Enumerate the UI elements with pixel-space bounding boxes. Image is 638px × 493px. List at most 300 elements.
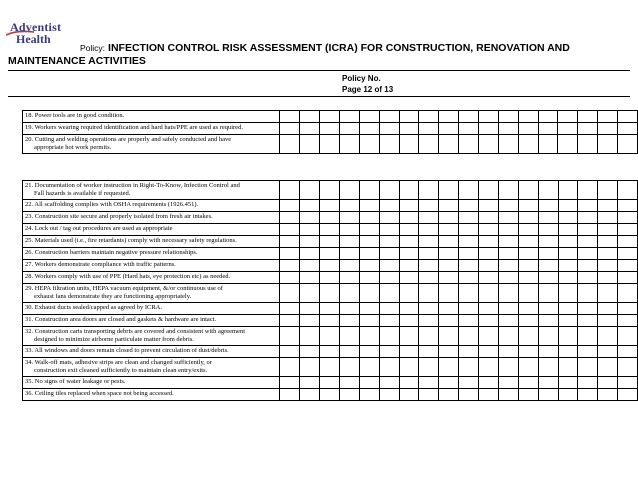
checklist-cell[interactable] <box>379 389 399 401</box>
checklist-cell[interactable] <box>538 303 558 315</box>
checklist-cell[interactable] <box>419 212 439 224</box>
checklist-cell[interactable] <box>419 284 439 303</box>
checklist-cell[interactable] <box>618 200 638 212</box>
checklist-cell[interactable] <box>618 346 638 358</box>
checklist-cell[interactable] <box>479 135 499 154</box>
checklist-cell[interactable] <box>300 327 320 346</box>
checklist-cell[interactable] <box>320 135 340 154</box>
checklist-cell[interactable] <box>300 284 320 303</box>
checklist-cell[interactable] <box>538 315 558 327</box>
checklist-cell[interactable] <box>340 260 360 272</box>
checklist-cell[interactable] <box>439 284 459 303</box>
checklist-cell[interactable] <box>538 181 558 200</box>
checklist-cell[interactable] <box>439 135 459 154</box>
checklist-cell[interactable] <box>518 135 538 154</box>
checklist-cell[interactable] <box>419 346 439 358</box>
checklist-cell[interactable] <box>359 389 379 401</box>
checklist-cell[interactable] <box>399 346 419 358</box>
checklist-cell[interactable] <box>419 135 439 154</box>
checklist-cell[interactable] <box>459 224 479 236</box>
checklist-cell[interactable] <box>399 315 419 327</box>
checklist-cell[interactable] <box>320 248 340 260</box>
checklist-cell[interactable] <box>558 389 578 401</box>
checklist-cell[interactable] <box>578 303 598 315</box>
checklist-cell[interactable] <box>459 315 479 327</box>
checklist-cell[interactable] <box>340 236 360 248</box>
checklist-cell[interactable] <box>439 123 459 135</box>
checklist-cell[interactable] <box>578 260 598 272</box>
checklist-cell[interactable] <box>578 346 598 358</box>
checklist-cell[interactable] <box>558 236 578 248</box>
checklist-cell[interactable] <box>419 315 439 327</box>
checklist-cell[interactable] <box>558 135 578 154</box>
checklist-cell[interactable] <box>280 272 300 284</box>
checklist-cell[interactable] <box>419 224 439 236</box>
checklist-cell[interactable] <box>538 389 558 401</box>
checklist-cell[interactable] <box>340 346 360 358</box>
checklist-cell[interactable] <box>598 236 618 248</box>
checklist-cell[interactable] <box>479 284 499 303</box>
checklist-cell[interactable] <box>518 315 538 327</box>
checklist-cell[interactable] <box>340 200 360 212</box>
checklist-cell[interactable] <box>498 389 518 401</box>
checklist-cell[interactable] <box>399 377 419 389</box>
checklist-cell[interactable] <box>518 327 538 346</box>
checklist-cell[interactable] <box>359 111 379 123</box>
checklist-cell[interactable] <box>578 236 598 248</box>
checklist-cell[interactable] <box>498 224 518 236</box>
checklist-cell[interactable] <box>479 389 499 401</box>
checklist-cell[interactable] <box>280 200 300 212</box>
checklist-cell[interactable] <box>558 111 578 123</box>
checklist-cell[interactable] <box>399 224 419 236</box>
checklist-cell[interactable] <box>518 272 538 284</box>
checklist-cell[interactable] <box>439 236 459 248</box>
checklist-cell[interactable] <box>320 346 340 358</box>
checklist-cell[interactable] <box>598 248 618 260</box>
checklist-cell[interactable] <box>459 236 479 248</box>
checklist-cell[interactable] <box>598 111 618 123</box>
checklist-cell[interactable] <box>359 236 379 248</box>
checklist-cell[interactable] <box>340 377 360 389</box>
checklist-cell[interactable] <box>479 346 499 358</box>
checklist-cell[interactable] <box>419 272 439 284</box>
checklist-cell[interactable] <box>558 181 578 200</box>
checklist-cell[interactable] <box>399 358 419 377</box>
checklist-cell[interactable] <box>419 248 439 260</box>
checklist-cell[interactable] <box>320 212 340 224</box>
checklist-cell[interactable] <box>558 224 578 236</box>
checklist-cell[interactable] <box>359 315 379 327</box>
checklist-cell[interactable] <box>618 377 638 389</box>
checklist-cell[interactable] <box>479 123 499 135</box>
checklist-cell[interactable] <box>419 260 439 272</box>
checklist-cell[interactable] <box>280 248 300 260</box>
checklist-cell[interactable] <box>300 212 320 224</box>
checklist-cell[interactable] <box>538 200 558 212</box>
checklist-cell[interactable] <box>280 260 300 272</box>
checklist-cell[interactable] <box>439 377 459 389</box>
checklist-cell[interactable] <box>598 389 618 401</box>
checklist-cell[interactable] <box>459 111 479 123</box>
checklist-cell[interactable] <box>618 224 638 236</box>
checklist-cell[interactable] <box>578 248 598 260</box>
checklist-cell[interactable] <box>618 358 638 377</box>
checklist-cell[interactable] <box>320 260 340 272</box>
checklist-cell[interactable] <box>558 260 578 272</box>
checklist-cell[interactable] <box>379 272 399 284</box>
checklist-cell[interactable] <box>340 248 360 260</box>
checklist-cell[interactable] <box>379 327 399 346</box>
checklist-cell[interactable] <box>340 135 360 154</box>
checklist-cell[interactable] <box>598 224 618 236</box>
checklist-cell[interactable] <box>359 123 379 135</box>
checklist-cell[interactable] <box>340 181 360 200</box>
checklist-cell[interactable] <box>379 181 399 200</box>
checklist-cell[interactable] <box>280 284 300 303</box>
checklist-cell[interactable] <box>538 377 558 389</box>
checklist-cell[interactable] <box>340 123 360 135</box>
checklist-cell[interactable] <box>340 358 360 377</box>
checklist-cell[interactable] <box>399 200 419 212</box>
checklist-cell[interactable] <box>479 181 499 200</box>
checklist-cell[interactable] <box>399 248 419 260</box>
checklist-cell[interactable] <box>479 111 499 123</box>
checklist-cell[interactable] <box>598 346 618 358</box>
checklist-cell[interactable] <box>459 212 479 224</box>
checklist-cell[interactable] <box>538 135 558 154</box>
checklist-cell[interactable] <box>479 327 499 346</box>
checklist-cell[interactable] <box>518 346 538 358</box>
checklist-cell[interactable] <box>538 260 558 272</box>
checklist-cell[interactable] <box>558 272 578 284</box>
checklist-cell[interactable] <box>300 248 320 260</box>
checklist-cell[interactable] <box>359 303 379 315</box>
checklist-cell[interactable] <box>300 389 320 401</box>
checklist-cell[interactable] <box>399 123 419 135</box>
checklist-cell[interactable] <box>399 327 419 346</box>
checklist-cell[interactable] <box>479 358 499 377</box>
checklist-cell[interactable] <box>320 327 340 346</box>
checklist-cell[interactable] <box>578 212 598 224</box>
checklist-cell[interactable] <box>379 303 399 315</box>
checklist-cell[interactable] <box>379 135 399 154</box>
checklist-cell[interactable] <box>320 236 340 248</box>
checklist-cell[interactable] <box>439 358 459 377</box>
checklist-cell[interactable] <box>618 389 638 401</box>
checklist-cell[interactable] <box>320 123 340 135</box>
checklist-cell[interactable] <box>598 284 618 303</box>
checklist-cell[interactable] <box>479 272 499 284</box>
checklist-cell[interactable] <box>618 248 638 260</box>
checklist-cell[interactable] <box>340 303 360 315</box>
checklist-cell[interactable] <box>459 389 479 401</box>
checklist-cell[interactable] <box>598 123 618 135</box>
checklist-cell[interactable] <box>578 224 598 236</box>
checklist-cell[interactable] <box>300 123 320 135</box>
checklist-cell[interactable] <box>419 111 439 123</box>
checklist-cell[interactable] <box>399 111 419 123</box>
checklist-cell[interactable] <box>498 346 518 358</box>
checklist-cell[interactable] <box>340 389 360 401</box>
checklist-cell[interactable] <box>439 272 459 284</box>
checklist-cell[interactable] <box>399 303 419 315</box>
checklist-cell[interactable] <box>518 358 538 377</box>
checklist-cell[interactable] <box>578 284 598 303</box>
checklist-cell[interactable] <box>439 303 459 315</box>
checklist-cell[interactable] <box>300 260 320 272</box>
checklist-cell[interactable] <box>280 303 300 315</box>
checklist-cell[interactable] <box>479 377 499 389</box>
checklist-cell[interactable] <box>320 200 340 212</box>
checklist-cell[interactable] <box>479 248 499 260</box>
checklist-cell[interactable] <box>498 135 518 154</box>
checklist-cell[interactable] <box>498 315 518 327</box>
checklist-cell[interactable] <box>618 327 638 346</box>
checklist-cell[interactable] <box>340 315 360 327</box>
checklist-cell[interactable] <box>498 358 518 377</box>
checklist-cell[interactable] <box>598 272 618 284</box>
checklist-cell[interactable] <box>359 272 379 284</box>
checklist-cell[interactable] <box>578 358 598 377</box>
checklist-cell[interactable] <box>558 315 578 327</box>
checklist-cell[interactable] <box>300 377 320 389</box>
checklist-cell[interactable] <box>459 200 479 212</box>
checklist-cell[interactable] <box>618 181 638 200</box>
checklist-cell[interactable] <box>578 111 598 123</box>
checklist-cell[interactable] <box>419 303 439 315</box>
checklist-cell[interactable] <box>399 212 419 224</box>
checklist-cell[interactable] <box>359 346 379 358</box>
checklist-cell[interactable] <box>479 260 499 272</box>
checklist-cell[interactable] <box>518 236 538 248</box>
checklist-cell[interactable] <box>538 327 558 346</box>
checklist-cell[interactable] <box>598 212 618 224</box>
checklist-cell[interactable] <box>399 260 419 272</box>
checklist-cell[interactable] <box>618 135 638 154</box>
checklist-cell[interactable] <box>359 358 379 377</box>
checklist-cell[interactable] <box>538 224 558 236</box>
checklist-cell[interactable] <box>359 248 379 260</box>
checklist-cell[interactable] <box>518 284 538 303</box>
checklist-cell[interactable] <box>538 123 558 135</box>
checklist-cell[interactable] <box>479 200 499 212</box>
checklist-cell[interactable] <box>479 303 499 315</box>
checklist-cell[interactable] <box>320 111 340 123</box>
checklist-cell[interactable] <box>439 315 459 327</box>
checklist-cell[interactable] <box>479 315 499 327</box>
checklist-cell[interactable] <box>498 260 518 272</box>
checklist-cell[interactable] <box>359 260 379 272</box>
checklist-cell[interactable] <box>439 346 459 358</box>
checklist-cell[interactable] <box>618 236 638 248</box>
checklist-cell[interactable] <box>419 358 439 377</box>
checklist-cell[interactable] <box>578 181 598 200</box>
checklist-cell[interactable] <box>578 272 598 284</box>
checklist-cell[interactable] <box>280 327 300 346</box>
checklist-cell[interactable] <box>618 284 638 303</box>
checklist-cell[interactable] <box>498 284 518 303</box>
checklist-cell[interactable] <box>280 224 300 236</box>
checklist-cell[interactable] <box>558 303 578 315</box>
checklist-cell[interactable] <box>300 224 320 236</box>
checklist-cell[interactable] <box>359 327 379 346</box>
checklist-cell[interactable] <box>359 224 379 236</box>
checklist-cell[interactable] <box>518 200 538 212</box>
checklist-cell[interactable] <box>518 377 538 389</box>
checklist-cell[interactable] <box>558 327 578 346</box>
checklist-cell[interactable] <box>379 111 399 123</box>
checklist-cell[interactable] <box>538 358 558 377</box>
checklist-cell[interactable] <box>618 123 638 135</box>
checklist-cell[interactable] <box>498 236 518 248</box>
checklist-cell[interactable] <box>280 315 300 327</box>
checklist-cell[interactable] <box>578 377 598 389</box>
checklist-cell[interactable] <box>439 111 459 123</box>
checklist-cell[interactable] <box>300 272 320 284</box>
checklist-cell[interactable] <box>598 315 618 327</box>
checklist-cell[interactable] <box>320 303 340 315</box>
checklist-cell[interactable] <box>379 248 399 260</box>
checklist-cell[interactable] <box>280 212 300 224</box>
checklist-cell[interactable] <box>300 200 320 212</box>
checklist-cell[interactable] <box>379 236 399 248</box>
checklist-cell[interactable] <box>320 224 340 236</box>
checklist-cell[interactable] <box>538 212 558 224</box>
checklist-cell[interactable] <box>459 303 479 315</box>
checklist-cell[interactable] <box>320 272 340 284</box>
checklist-cell[interactable] <box>558 248 578 260</box>
checklist-cell[interactable] <box>578 135 598 154</box>
checklist-cell[interactable] <box>618 212 638 224</box>
checklist-cell[interactable] <box>618 111 638 123</box>
checklist-cell[interactable] <box>518 224 538 236</box>
checklist-cell[interactable] <box>459 181 479 200</box>
checklist-cell[interactable] <box>518 212 538 224</box>
checklist-cell[interactable] <box>459 377 479 389</box>
checklist-cell[interactable] <box>598 181 618 200</box>
checklist-cell[interactable] <box>558 377 578 389</box>
checklist-cell[interactable] <box>419 327 439 346</box>
checklist-cell[interactable] <box>578 200 598 212</box>
checklist-cell[interactable] <box>538 346 558 358</box>
checklist-cell[interactable] <box>379 123 399 135</box>
checklist-cell[interactable] <box>618 260 638 272</box>
checklist-cell[interactable] <box>280 389 300 401</box>
checklist-cell[interactable] <box>359 284 379 303</box>
checklist-cell[interactable] <box>618 272 638 284</box>
checklist-cell[interactable] <box>598 135 618 154</box>
checklist-cell[interactable] <box>280 181 300 200</box>
checklist-cell[interactable] <box>300 135 320 154</box>
checklist-cell[interactable] <box>479 224 499 236</box>
checklist-cell[interactable] <box>618 303 638 315</box>
checklist-cell[interactable] <box>518 303 538 315</box>
checklist-cell[interactable] <box>498 248 518 260</box>
checklist-cell[interactable] <box>359 200 379 212</box>
checklist-cell[interactable] <box>300 303 320 315</box>
checklist-cell[interactable] <box>498 327 518 346</box>
checklist-cell[interactable] <box>518 389 538 401</box>
checklist-cell[interactable] <box>280 236 300 248</box>
checklist-cell[interactable] <box>518 111 538 123</box>
checklist-cell[interactable] <box>498 111 518 123</box>
checklist-cell[interactable] <box>598 377 618 389</box>
checklist-cell[interactable] <box>578 327 598 346</box>
checklist-cell[interactable] <box>538 236 558 248</box>
checklist-cell[interactable] <box>379 200 399 212</box>
checklist-cell[interactable] <box>459 327 479 346</box>
checklist-cell[interactable] <box>459 272 479 284</box>
checklist-cell[interactable] <box>439 224 459 236</box>
checklist-cell[interactable] <box>399 236 419 248</box>
checklist-cell[interactable] <box>598 260 618 272</box>
checklist-cell[interactable] <box>558 358 578 377</box>
checklist-cell[interactable] <box>498 272 518 284</box>
checklist-cell[interactable] <box>598 200 618 212</box>
checklist-cell[interactable] <box>419 389 439 401</box>
checklist-cell[interactable] <box>399 272 419 284</box>
checklist-cell[interactable] <box>518 248 538 260</box>
checklist-cell[interactable] <box>419 123 439 135</box>
checklist-cell[interactable] <box>558 284 578 303</box>
checklist-cell[interactable] <box>300 358 320 377</box>
checklist-cell[interactable] <box>498 181 518 200</box>
checklist-cell[interactable] <box>340 327 360 346</box>
checklist-cell[interactable] <box>340 212 360 224</box>
checklist-cell[interactable] <box>459 358 479 377</box>
checklist-cell[interactable] <box>459 346 479 358</box>
checklist-cell[interactable] <box>538 111 558 123</box>
checklist-cell[interactable] <box>498 200 518 212</box>
checklist-cell[interactable] <box>498 123 518 135</box>
checklist-cell[interactable] <box>538 284 558 303</box>
checklist-cell[interactable] <box>439 200 459 212</box>
checklist-cell[interactable] <box>598 327 618 346</box>
checklist-cell[interactable] <box>300 236 320 248</box>
checklist-cell[interactable] <box>598 358 618 377</box>
checklist-cell[interactable] <box>459 260 479 272</box>
checklist-cell[interactable] <box>439 327 459 346</box>
checklist-cell[interactable] <box>459 123 479 135</box>
checklist-cell[interactable] <box>598 303 618 315</box>
checklist-cell[interactable] <box>379 284 399 303</box>
checklist-cell[interactable] <box>618 315 638 327</box>
checklist-cell[interactable] <box>340 224 360 236</box>
checklist-cell[interactable] <box>320 181 340 200</box>
checklist-cell[interactable] <box>518 181 538 200</box>
checklist-cell[interactable] <box>379 358 399 377</box>
checklist-cell[interactable] <box>479 212 499 224</box>
checklist-cell[interactable] <box>419 377 439 389</box>
checklist-cell[interactable] <box>399 389 419 401</box>
checklist-cell[interactable] <box>439 181 459 200</box>
checklist-cell[interactable] <box>320 284 340 303</box>
checklist-cell[interactable] <box>498 377 518 389</box>
checklist-cell[interactable] <box>419 200 439 212</box>
checklist-cell[interactable] <box>300 181 320 200</box>
checklist-cell[interactable] <box>399 135 419 154</box>
checklist-cell[interactable] <box>439 212 459 224</box>
checklist-cell[interactable] <box>538 248 558 260</box>
checklist-cell[interactable] <box>479 236 499 248</box>
checklist-cell[interactable] <box>379 224 399 236</box>
checklist-cell[interactable] <box>320 315 340 327</box>
checklist-cell[interactable] <box>439 248 459 260</box>
checklist-cell[interactable] <box>379 377 399 389</box>
checklist-cell[interactable] <box>379 315 399 327</box>
checklist-cell[interactable] <box>359 135 379 154</box>
